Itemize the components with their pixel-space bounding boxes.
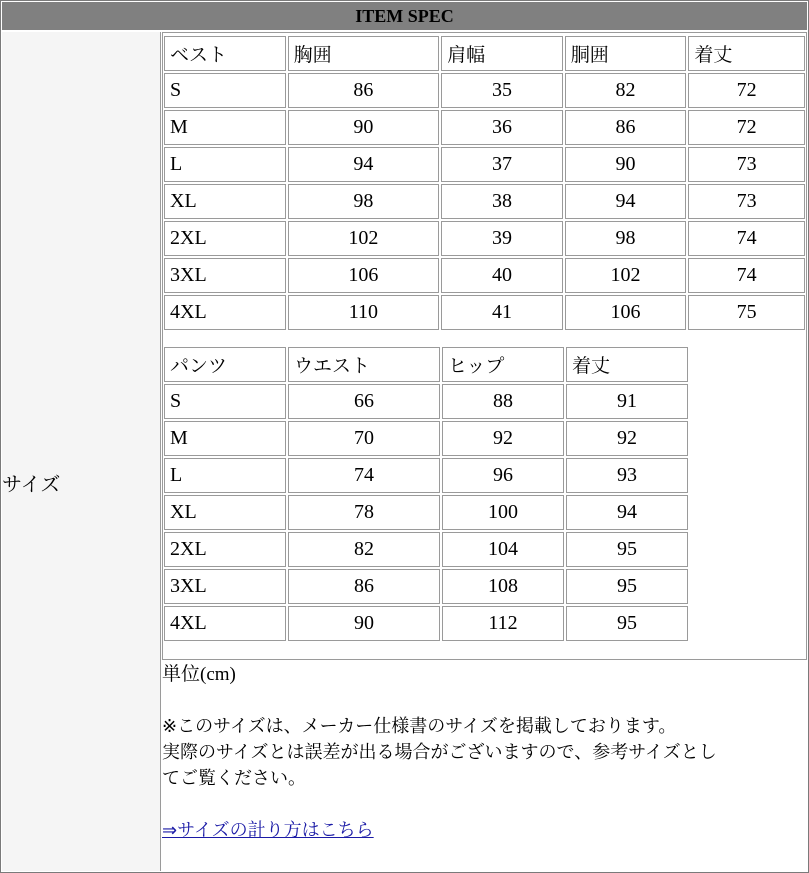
spacer: [162, 688, 807, 714]
value-cell: 98: [565, 221, 687, 256]
value-cell: 86: [565, 110, 687, 145]
table-header-cell: 着丈: [688, 36, 805, 71]
pants-size-table: [162, 345, 690, 643]
vest-size-table: [162, 34, 807, 332]
value-cell: 82: [565, 73, 687, 108]
section-header: ITEM SPEC: [2, 2, 807, 30]
value-cell: 82: [288, 532, 440, 567]
value-cell: 98: [288, 184, 439, 219]
table-row: [164, 184, 805, 219]
value-cell: 95: [566, 569, 688, 604]
value-cell: 94: [288, 147, 439, 182]
value-cell: 102: [288, 221, 439, 256]
value-cell: 72: [688, 110, 805, 145]
value-cell: 110: [288, 295, 439, 330]
value-cell: 90: [288, 110, 439, 145]
table-row: [164, 458, 688, 493]
value-cell: 93: [566, 458, 688, 493]
value-cell: 91: [566, 384, 688, 419]
value-cell: 78: [288, 495, 440, 530]
size-cell: XL: [164, 495, 286, 530]
value-cell: 94: [565, 184, 687, 219]
disclaimer-line: てご覧ください。: [162, 768, 306, 789]
value-cell: 36: [441, 110, 563, 145]
value-cell: 100: [442, 495, 564, 530]
value-cell: 95: [566, 532, 688, 567]
value-cell: 106: [565, 295, 687, 330]
value-cell: 102: [565, 258, 687, 293]
left-label-cell: [2, 32, 161, 871]
value-cell: 92: [566, 421, 688, 456]
value-cell: 41: [441, 295, 563, 330]
table-header-cell: 胸囲: [288, 36, 439, 71]
size-guide-link[interactable]: ⇒サイズの計り方はこちら: [162, 820, 374, 841]
value-cell: 95: [566, 606, 688, 641]
value-cell: 73: [688, 147, 805, 182]
size-cell: L: [164, 458, 286, 493]
size-cell: M: [164, 421, 286, 456]
value-cell: 38: [441, 184, 563, 219]
value-cell: 86: [288, 73, 439, 108]
value-cell: 92: [442, 421, 564, 456]
unit-note: 単位(cm): [162, 664, 236, 685]
value-cell: 106: [288, 258, 439, 293]
table-row: [164, 147, 805, 182]
table-header-cell: 肩幅: [441, 36, 563, 71]
table-header-cell: 胴囲: [565, 36, 687, 71]
value-cell: 112: [442, 606, 564, 641]
table-header-row: [164, 347, 688, 382]
value-cell: 75: [688, 295, 805, 330]
table-row: [164, 258, 805, 293]
value-cell: 90: [565, 147, 687, 182]
value-cell: 70: [288, 421, 440, 456]
size-cell: 3XL: [164, 569, 286, 604]
size-cell: 3XL: [164, 258, 286, 293]
value-cell: 74: [688, 258, 805, 293]
table-row: [164, 384, 688, 419]
spacer: [162, 792, 807, 818]
table-row: [164, 295, 805, 330]
disclaimer-line: ※このサイズは、メーカー仕様書のサイズを掲載しております。: [162, 716, 677, 737]
table-row: [164, 606, 688, 641]
table-header-row: [164, 36, 805, 71]
value-cell: 73: [688, 184, 805, 219]
value-cell: 94: [566, 495, 688, 530]
size-cell: 2XL: [164, 221, 286, 256]
value-cell: 86: [288, 569, 440, 604]
disclaimer-line: 実際のサイズとは誤差が出る場合がございますので、参考サイズとし: [162, 742, 717, 763]
table-row: [164, 421, 688, 456]
size-cell: M: [164, 110, 286, 145]
size-cell: S: [164, 384, 286, 419]
value-cell: 90: [288, 606, 440, 641]
table-row: [164, 73, 805, 108]
value-cell: 39: [441, 221, 563, 256]
table-header-cell: ヒップ: [442, 347, 564, 382]
size-label: サイズ: [2, 472, 61, 496]
value-cell: 74: [288, 458, 440, 493]
size-content: [162, 32, 807, 871]
size-cell: 4XL: [164, 295, 286, 330]
value-cell: 74: [688, 221, 805, 256]
value-cell: 35: [441, 73, 563, 108]
table-row: [164, 569, 688, 604]
size-cell: XL: [164, 184, 286, 219]
table-header-cell: ベスト: [164, 36, 286, 71]
table-row: [164, 532, 688, 567]
value-cell: 37: [441, 147, 563, 182]
value-cell: 88: [442, 384, 564, 419]
size-cell: S: [164, 73, 286, 108]
value-cell: 96: [442, 458, 564, 493]
value-cell: 66: [288, 384, 440, 419]
value-cell: 72: [688, 73, 805, 108]
value-cell: 40: [441, 258, 563, 293]
table-row: [164, 495, 688, 530]
table-row: [164, 110, 805, 145]
table-header-cell: パンツ: [164, 347, 286, 382]
value-cell: 108: [442, 569, 564, 604]
table-header-cell: 着丈: [566, 347, 688, 382]
notes-block: [162, 662, 807, 844]
value-cell: 104: [442, 532, 564, 567]
table-header-cell: ウエスト: [288, 347, 440, 382]
size-cell: 2XL: [164, 532, 286, 567]
table-row: [164, 221, 805, 256]
size-cell: L: [164, 147, 286, 182]
size-cell: 4XL: [164, 606, 286, 641]
